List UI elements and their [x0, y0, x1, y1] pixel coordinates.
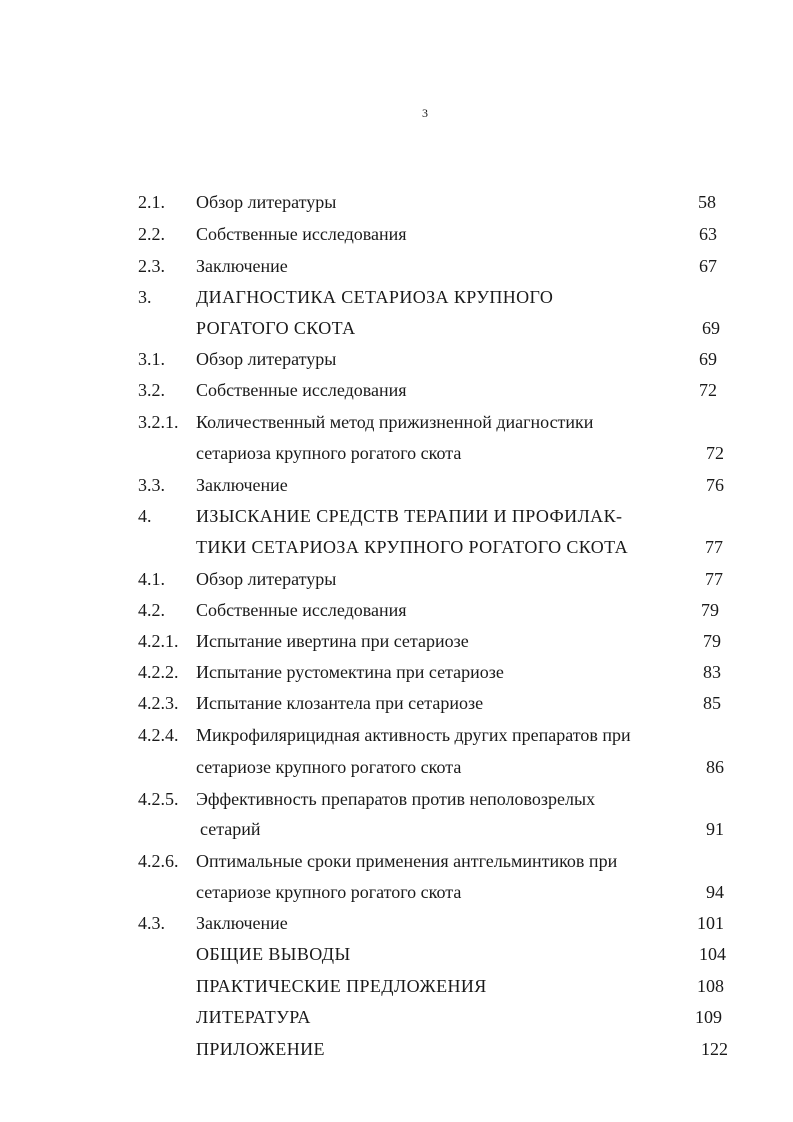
- toc-entry-page: 86: [706, 757, 724, 777]
- toc-entry: [0, 535, 793, 559]
- toc-entry: [0, 723, 793, 747]
- toc-entry-page: 122: [701, 1039, 728, 1059]
- toc-entry-number: 2.3.: [138, 256, 165, 276]
- toc-entry: [0, 567, 793, 591]
- toc-entry: [0, 880, 793, 904]
- toc-entry: [0, 316, 793, 340]
- toc-entry-title: ИЗЫСКАНИЕ СРЕДСТВ ТЕРАПИИ И ПРОФИЛАК-: [196, 506, 623, 526]
- toc-entry: [0, 347, 793, 371]
- toc-entry: [0, 942, 793, 966]
- toc-entry: [0, 629, 793, 653]
- toc-entry: [0, 410, 793, 434]
- toc-entry-page: 72: [706, 443, 724, 463]
- toc-entry-title: сетариоза крупного рогатого скота: [196, 443, 462, 463]
- toc-entry-number: 3.2.1.: [138, 412, 179, 432]
- toc-entry-title: Обзор литературы: [196, 349, 337, 369]
- toc-entry-title: Микрофилярицидная активность других препаратов при: [196, 725, 631, 745]
- toc-entry: [0, 849, 793, 873]
- toc-entry: [0, 1037, 793, 1061]
- toc-entry-number: 3.1.: [138, 349, 165, 369]
- toc-entry-title: сетарий: [200, 819, 261, 839]
- toc-entry-title: ОБЩИЕ ВЫВОДЫ: [196, 944, 351, 964]
- toc-entry-number: 4.1.: [138, 569, 165, 589]
- toc-entry-number: 4.2.1.: [138, 631, 179, 651]
- toc-entry-title: Обзор литературы: [196, 569, 337, 589]
- toc-entry-title: Собственные исследования: [196, 600, 407, 620]
- toc-entry: [0, 911, 793, 935]
- toc-entry-title: Эффективность препаратов против неполовозрелых: [196, 789, 596, 809]
- toc-entry-page: 85: [703, 693, 721, 713]
- toc-entry-page: 79: [703, 631, 721, 651]
- page-number: 3: [422, 106, 428, 120]
- toc-entry-title: сетариозе крупного рогатого скота: [196, 882, 462, 902]
- toc-entry-title: Заключение: [196, 913, 288, 933]
- toc-entry: [0, 598, 793, 622]
- toc-entry-number: 4.2.5.: [138, 789, 179, 809]
- toc-entry-title: ЛИТЕРАТУРА: [196, 1007, 311, 1027]
- toc-entry: [0, 285, 793, 309]
- toc-entry-page: 101: [697, 913, 724, 933]
- toc-entry-title: Собственные исследования: [196, 380, 407, 400]
- toc-entry-number: 4.2.2.: [138, 662, 179, 682]
- toc-entry-number: 2.1.: [138, 192, 165, 212]
- toc-entry-number: 2.2.: [138, 224, 165, 244]
- toc-entry-title: Заключение: [196, 475, 288, 495]
- toc-entry-title: РОГАТОГО СКОТА: [196, 318, 356, 338]
- toc-entry-page: 76: [706, 475, 724, 495]
- toc-entry-page: 91: [706, 819, 724, 839]
- toc-entry-page: 94: [706, 882, 724, 902]
- toc-entry-number: 4.2.4.: [138, 725, 179, 745]
- toc-entry: [0, 787, 793, 811]
- toc-entry-page: 79: [701, 600, 719, 620]
- toc-entry-page: 104: [699, 944, 726, 964]
- toc-entry-number: 4.2.3.: [138, 693, 179, 713]
- toc-entry-page: 63: [699, 224, 717, 244]
- toc-entry-number: 4.: [138, 506, 152, 526]
- toc-entry-number: 3.3.: [138, 475, 165, 495]
- toc-entry: [0, 222, 793, 246]
- toc-entry: [0, 817, 793, 841]
- toc-entry: [0, 660, 793, 684]
- toc-entry-number: 3.2.: [138, 380, 165, 400]
- toc-entry: [0, 190, 793, 214]
- toc-entry-title: Количественный метод прижизненной диагностики: [196, 412, 594, 432]
- toc-entry-page: 83: [703, 662, 721, 682]
- toc-entry-title: сетариозе крупного рогатого скота: [196, 757, 462, 777]
- toc-entry: [0, 691, 793, 715]
- toc-entry-title: ПРАКТИЧЕСКИЕ ПРЕДЛОЖЕНИЯ: [196, 976, 487, 996]
- toc-entry-page: 77: [705, 569, 723, 589]
- toc-entry-page: 72: [699, 380, 717, 400]
- toc-entry-number: 4.2.6.: [138, 851, 179, 871]
- toc-entry: [0, 504, 793, 528]
- toc-entry: [0, 473, 793, 497]
- toc-entry-page: 108: [697, 976, 724, 996]
- toc-entry-title: Собственные исследования: [196, 224, 407, 244]
- toc-entry-title: Испытание клозантела при сетариозе: [196, 693, 484, 713]
- toc-entry-title: ПРИЛОЖЕНИЕ: [196, 1039, 325, 1059]
- toc-entry-page: 69: [699, 349, 717, 369]
- toc-entry-title: Обзор литературы: [196, 192, 337, 212]
- toc-entry-title: ТИКИ СЕТАРИОЗА КРУПНОГО РОГАТОГО СКОТА: [196, 537, 629, 557]
- toc-entry-title: Заключение: [196, 256, 288, 276]
- toc-entry: [0, 378, 793, 402]
- toc-entry: [0, 1005, 793, 1029]
- toc-entry-number: 3.: [138, 287, 152, 307]
- toc-entry: [0, 755, 793, 779]
- toc-entry-number: 4.2.: [138, 600, 165, 620]
- toc-entry-page: 109: [695, 1007, 722, 1027]
- toc-entry-title: Оптимальные сроки применения антгельминтиков при: [196, 851, 618, 871]
- toc-entry-page: 69: [702, 318, 720, 338]
- toc-entry-page: 77: [705, 537, 723, 557]
- toc-entry-page: 67: [699, 256, 717, 276]
- toc-entry-title: Испытание рустомектина при сетариозе: [196, 662, 504, 682]
- toc-entry: [0, 254, 793, 278]
- toc-entry-title: Испытание ивертина при сетариозе: [196, 631, 469, 651]
- toc-entry: [0, 974, 793, 998]
- toc-entry-title: ДИАГНОСТИКА СЕТАРИОЗА КРУПНОГО: [196, 287, 554, 307]
- toc-entry: [0, 441, 793, 465]
- toc-entry-number: 4.3.: [138, 913, 165, 933]
- toc-entry-page: 58: [698, 192, 716, 212]
